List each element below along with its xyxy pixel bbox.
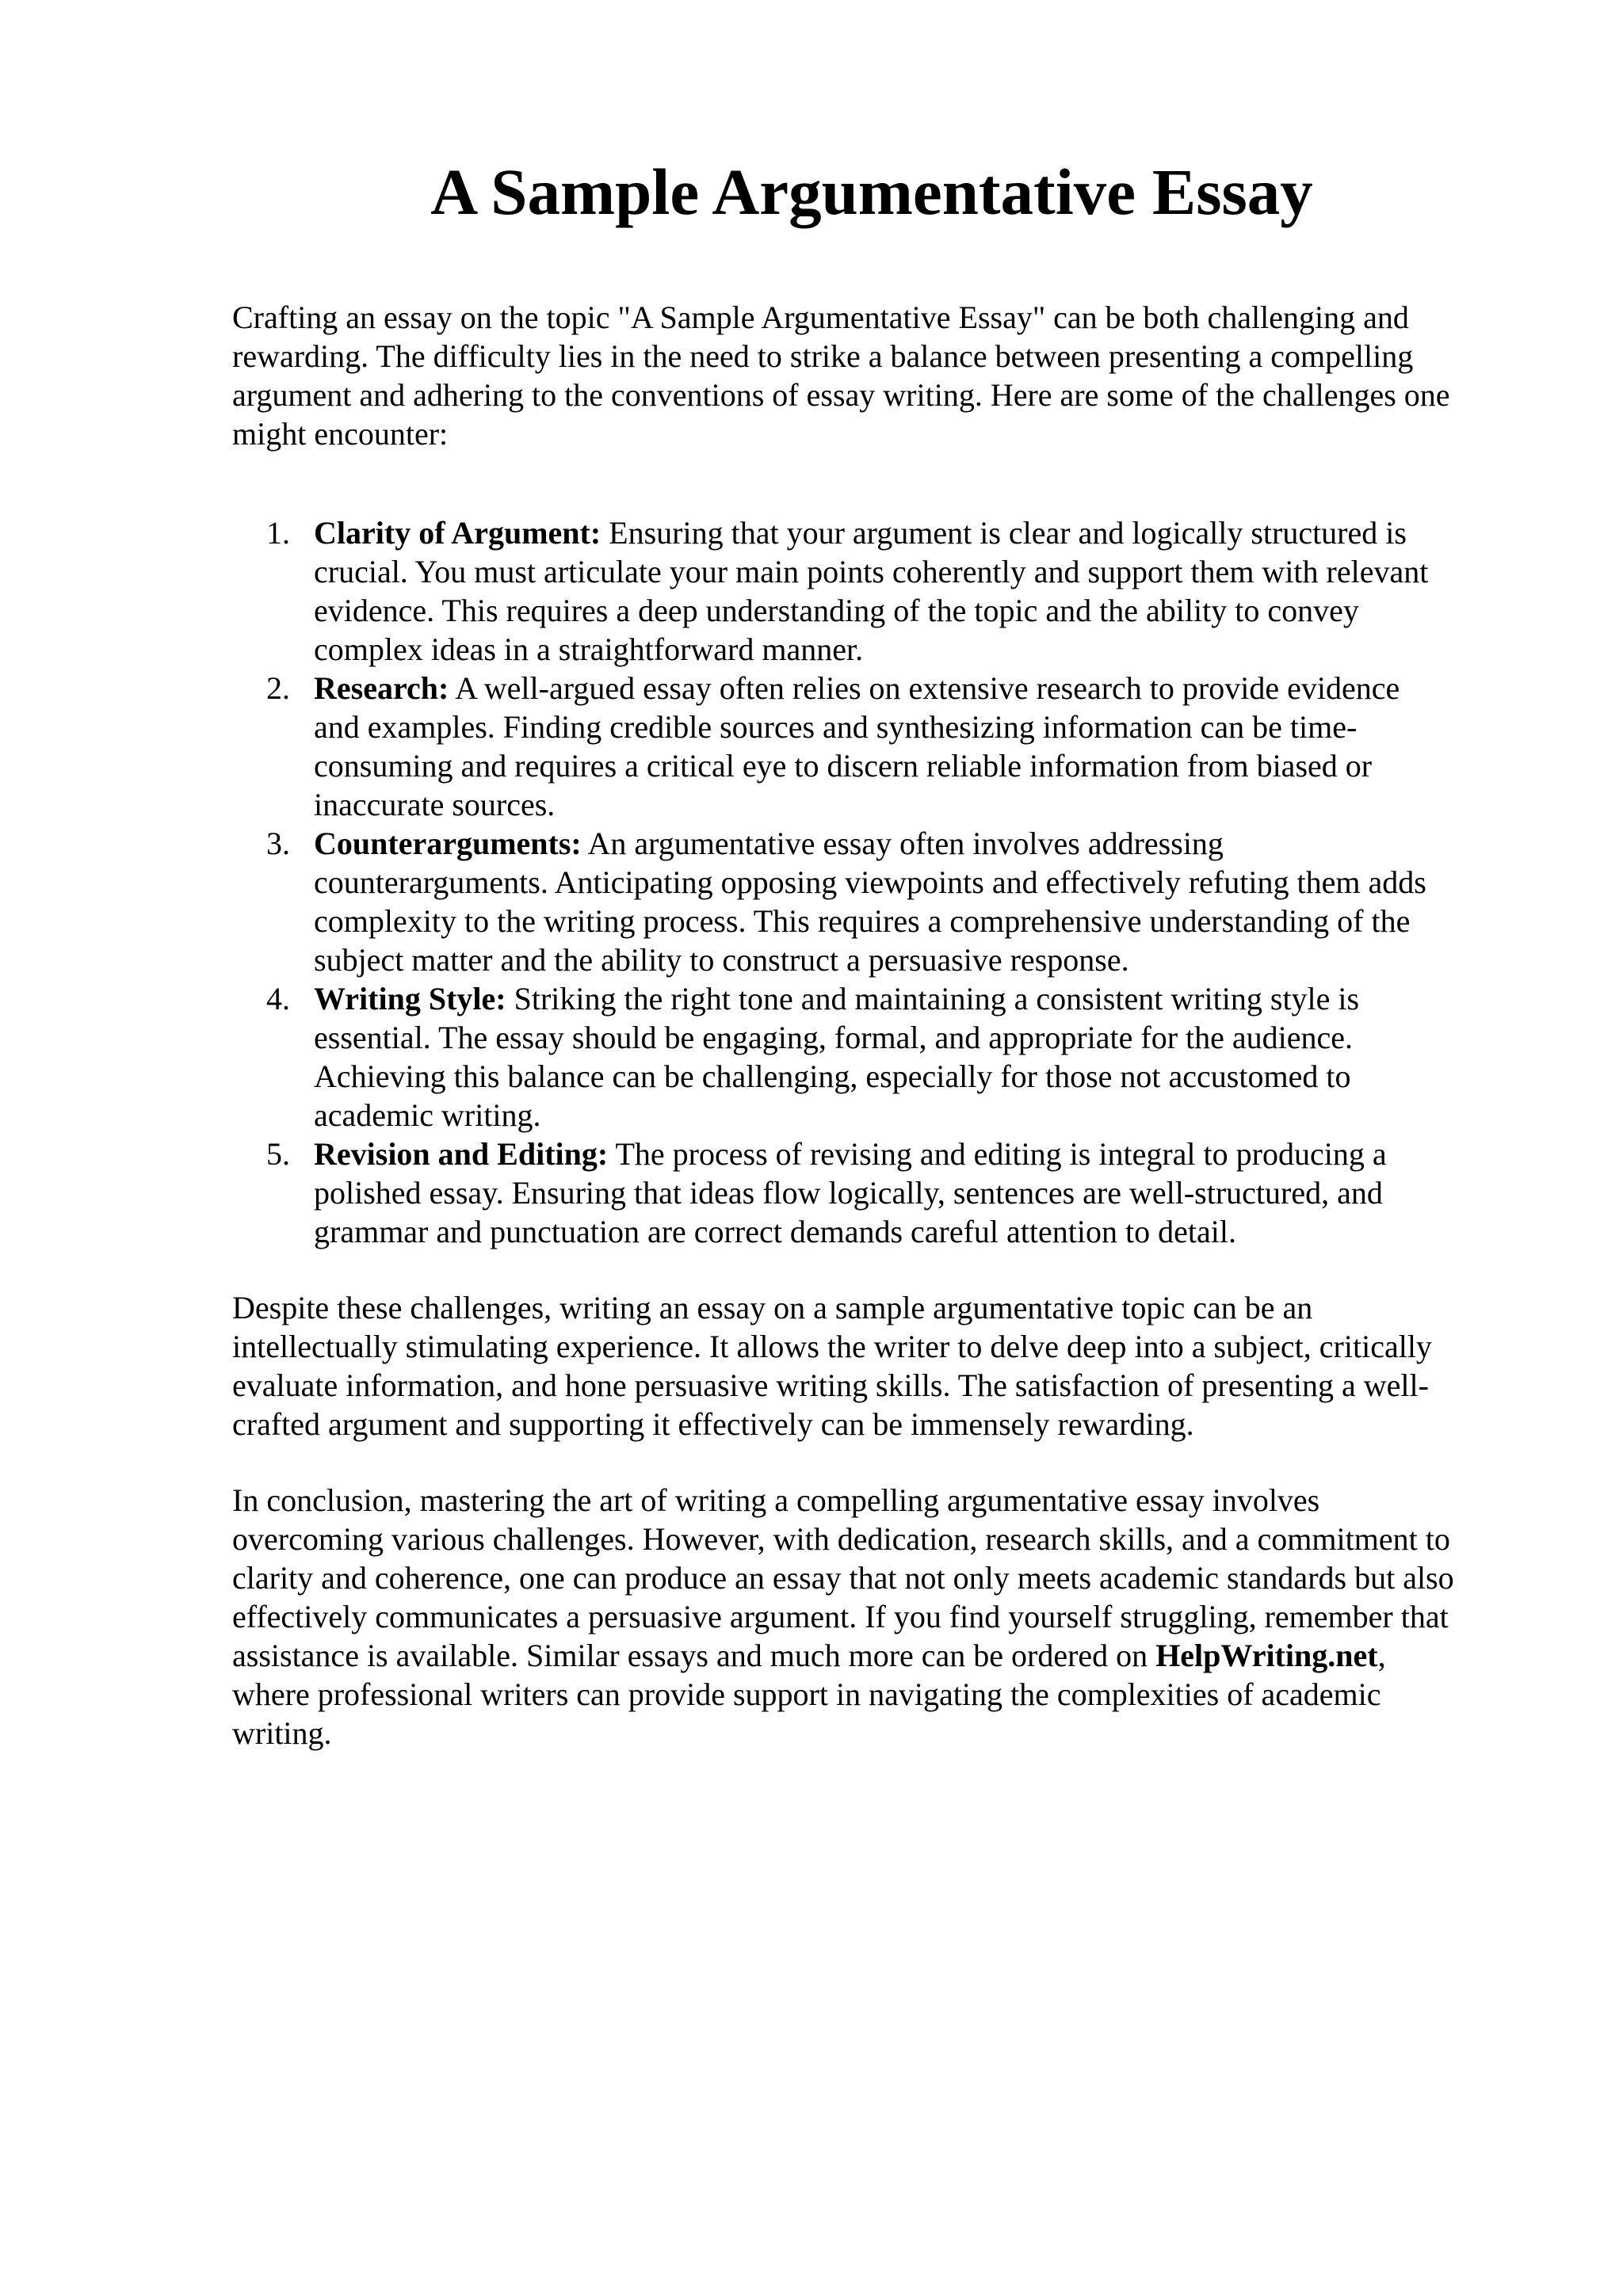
text-line: essential. The essay should be engaging, formal, and appropriate for the audience. (314, 1020, 1354, 1055)
list-item (232, 669, 1516, 824)
text-line: academic writing. (314, 1097, 541, 1133)
intro-paragraph (232, 298, 1516, 453)
spacer (232, 453, 1516, 513)
text-line (314, 1135, 1516, 1173)
helpwriting-link[interactable]: HelpWriting.net (1155, 1638, 1378, 1673)
item-text: An argumentative essay often involves addressing (581, 826, 1224, 861)
conclusion-paragraph (232, 1481, 1516, 1753)
text-line (314, 979, 1516, 1018)
text-line: Achieving this balance can be challenging, especially for those not accustomed to (314, 1058, 1351, 1094)
text-line: grammar and punctuation are correct demands careful attention to detail. (314, 1214, 1236, 1249)
text-line: might encounter: (232, 416, 449, 452)
text-line: In conclusion, mastering the art of writing a compelling argumentative essay involves (232, 1482, 1320, 1518)
list-number: 5. (266, 1136, 290, 1172)
despite-paragraph (232, 1288, 1516, 1444)
spacer (232, 1444, 1516, 1481)
item-heading: Research: (314, 670, 449, 706)
text-line: complexity to the writing process. This requires a comprehensive understanding of the (314, 903, 1411, 939)
document-body (232, 298, 1516, 1753)
text-line: evaluate information, and hone persuasive writing skills. The satisfaction of presenting a well- (232, 1367, 1429, 1403)
text-line: clarity and coherence, one can produce an essay that not only meets academic standards but also (232, 1560, 1454, 1596)
text-line (232, 1636, 1516, 1675)
list-item (232, 824, 1516, 979)
item-heading: Revision and Editing: (314, 1136, 609, 1172)
text-line: crucial. You must articulate your main points coherently and support them with relevant (314, 554, 1429, 589)
text-line (314, 824, 1516, 863)
text-line: rewarding. The difficulty lies in the need to strike a balance between presenting a compelling (232, 338, 1414, 374)
text-line (314, 669, 1516, 707)
text-line: overcoming various challenges. However, with dedication, research skills, and a commitment to (232, 1521, 1450, 1557)
text-line: and examples. Finding credible sources and synthesizing information can be time- (314, 709, 1358, 745)
text-line: Crafting an essay on the topic "A Sample Argumentative Essay" can be both challenging and (232, 299, 1409, 335)
text-line: effectively communicates a persuasive argument. If you find yourself struggling, remember that (232, 1599, 1449, 1634)
text-line: evidence. This requires a deep understanding of the topic and the ability to convey (314, 593, 1359, 628)
text-line: counterarguments. Anticipating opposing viewpoints and effectively refuting them adds (314, 864, 1426, 900)
text-line: crafted argument and supporting it effectively can be immensely rewarding. (232, 1406, 1194, 1442)
list-item (232, 513, 1516, 669)
item-text: Striking the right tone and maintaining a consistent writing style is (506, 981, 1360, 1016)
item-text: Ensuring that your argument is clear and logically structured is (601, 515, 1407, 551)
list-number: 2. (266, 670, 290, 706)
text-line (314, 513, 1516, 552)
document-title: A Sample Argumentative Essay (430, 155, 1313, 228)
text-line: complex ideas in a straightforward manner. (314, 631, 864, 667)
list-number: 3. (266, 826, 290, 861)
item-heading: Clarity of Argument: (314, 515, 601, 551)
text-line: consuming and requires a critical eye to discern reliable information from biased or (314, 748, 1373, 784)
spacer (232, 1251, 1516, 1288)
text-line: where professional writers can provide support in navigating the complexities of academic (232, 1676, 1381, 1712)
item-text: The process of revising and editing is integral to producing a (608, 1136, 1387, 1172)
list-number: 4. (266, 981, 290, 1016)
item-heading: Writing Style: (314, 981, 506, 1016)
text-line: polished essay. Ensuring that ideas flow logically, sentences are well-structured, and (314, 1175, 1383, 1211)
item-heading: Counterarguments: (314, 826, 582, 861)
list-number: 1. (266, 515, 290, 551)
list-item (232, 1135, 1516, 1251)
text-before-link: assistance is available. Similar essays and much more can be ordered on (232, 1638, 1156, 1673)
text-line: Despite these challenges, writing an essay on a sample argumentative topic can be an (232, 1290, 1313, 1325)
item-text: A well-argued essay often relies on extensive research to provide evidence (449, 670, 1400, 706)
text-line: inaccurate sources. (314, 787, 556, 822)
text-line: intellectually stimulating experience. It allows the writer to delve deep into a subject, critically (232, 1329, 1432, 1364)
challenges-list (232, 513, 1516, 1251)
text-line: argument and adhering to the conventions of essay writing. Here are some of the challenges one (232, 377, 1450, 413)
text-line: writing. (232, 1715, 332, 1751)
list-item (232, 979, 1516, 1135)
text-line: subject matter and the ability to construct a persuasive response. (314, 942, 1129, 978)
text-after-link: , (1377, 1638, 1386, 1673)
